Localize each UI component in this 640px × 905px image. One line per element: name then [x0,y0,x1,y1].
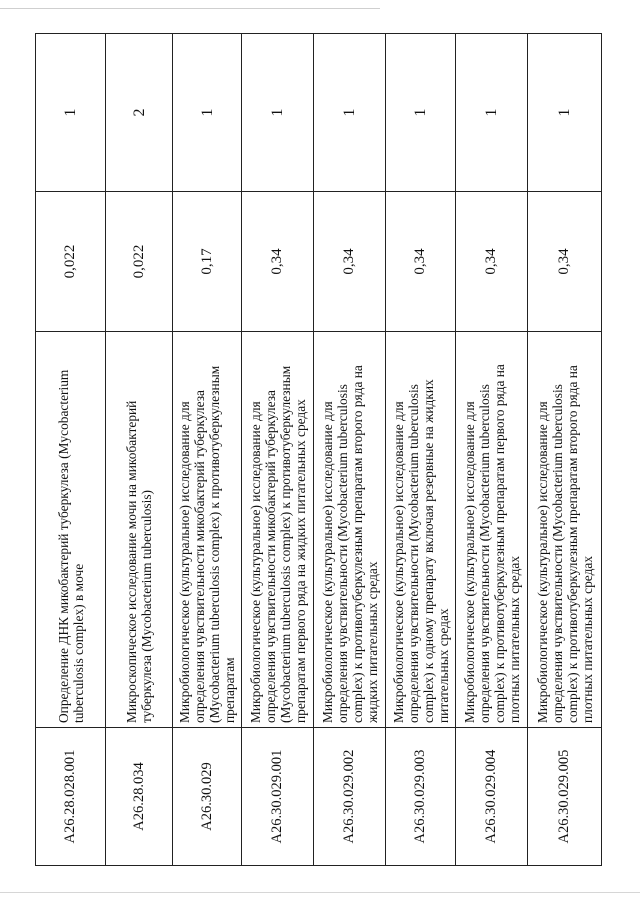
service-name: Микробиологическое (культуральное) исследование для определения чувствительности (Mycobacterium tuberculosis complex) к противотуберкулезным препаратам второго ряда на плотных питательных средах [528,332,602,728]
frequency-value: 0,34 [314,192,386,332]
service-code: A26.30.029.002 [314,728,386,866]
table-row [106,34,173,866]
multiplicity-value: 1 [528,34,602,192]
rotated-table-container [35,34,601,866]
frequency-value: 0,022 [36,192,106,332]
page-edge-top [0,8,380,9]
multiplicity-value: 1 [36,34,106,192]
service-code: A26.30.029.003 [386,728,456,866]
service-name: Микробиологическое (культуральное) исследование для определения чувствительности (Mycobacterium tuberculosis complex) к противотуберкулезным препаратам первого ряда на плотных питательных средах [456,332,528,728]
table-row [314,34,386,866]
table-row [456,34,528,866]
frequency-value: 0,022 [106,192,173,332]
frequency-value: 0,17 [173,192,242,332]
service-code: A26.30.029 [173,728,242,866]
service-name: Микробиологическое (культуральное) исследование для определения чувствительности (Mycobacterium tuberculosis complex) к одному препарату включая резервные на жидких питательных средах [386,332,456,728]
frequency-value: 0,34 [242,192,314,332]
services-table [35,33,602,866]
multiplicity-value: 1 [386,34,456,192]
service-code: A26.28.034 [106,728,173,866]
service-code: A26.28.028.001 [36,728,106,866]
frequency-value: 0,34 [456,192,528,332]
service-code: A26.30.029.005 [528,728,602,866]
multiplicity-value: 1 [242,34,314,192]
service-name: Микроскопическое исследование мочи на микобактерий туберкулеза (Mycobacterium tuberculosis) [106,332,173,728]
table-row [386,34,456,866]
service-name: Микробиологическое (культуральное) исследование для определения чувствительности микобактерий туберкулеза (Mycobacterium tuberculosis complex) к противотуберкулезным препаратам первого ряда на жидких питательных средах [242,332,314,728]
frequency-value: 0,34 [386,192,456,332]
page-edge-bottom [0,892,640,893]
table-row [36,34,106,866]
multiplicity-value: 2 [106,34,173,192]
table-row [242,34,314,866]
service-name: Микробиологическое (культуральное) исследование для определения чувствительности микобактерий туберкулеза (Mycobacterium tuberculosis complex) к противотуберкулезным препаратам [173,332,242,728]
multiplicity-value: 1 [314,34,386,192]
multiplicity-value: 1 [456,34,528,192]
service-name: Определение ДНК микобактерий туберкулеза (Mycobacterium tuberculosis complex) в моче [36,332,106,728]
table-row [528,34,602,866]
multiplicity-value: 1 [173,34,242,192]
service-code: A26.30.029.001 [242,728,314,866]
table-row [173,34,242,866]
service-code: A26.30.029.004 [456,728,528,866]
service-name: Микробиологическое (культуральное) исследование для определения чувствительности (Mycobacterium tuberculosis complex) к противотуберкулезным препаратам второго ряда на жидких питательных средах [314,332,386,728]
frequency-value: 0,34 [528,192,602,332]
